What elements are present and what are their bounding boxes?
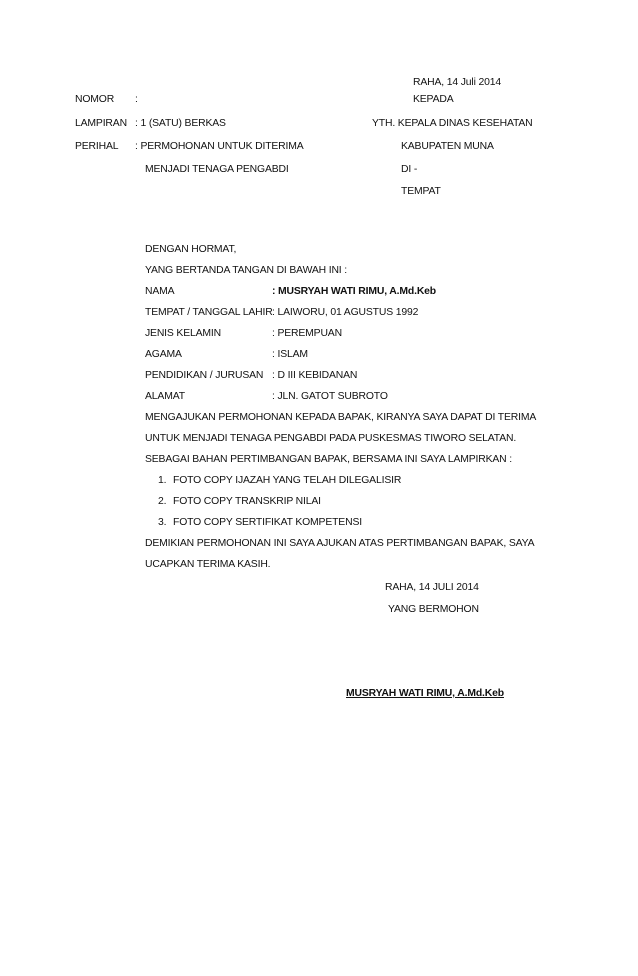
list-item-number: 2. bbox=[158, 496, 167, 507]
lampiran-label: LAMPIRAN bbox=[75, 118, 127, 129]
recipient-di: DI - bbox=[401, 164, 418, 175]
perihal-label: PERIHAL bbox=[75, 141, 119, 152]
lampiran-value: : 1 (SATU) BERKAS bbox=[135, 118, 226, 129]
intro-text: YANG BERTANDA TANGAN DI BAWAH INI : bbox=[145, 265, 348, 276]
request-line-1: MENGAJUKAN PERMOHONAN KEPADA BAPAK, KIRANYA SAYA DAPAT DI TERIMA bbox=[145, 412, 537, 423]
field-value-gender: : PEREMPUAN bbox=[272, 328, 342, 339]
field-label: AGAMA bbox=[145, 349, 182, 360]
field-label: JENIS KELAMIN bbox=[145, 328, 222, 339]
closing-line-2: UCAPKAN TERIMA KASIH. bbox=[145, 559, 271, 570]
perihal-value-line-1: : PERMOHONAN UNTUK DITERIMA bbox=[135, 141, 304, 152]
field-label: PENDIDIKAN / JURUSAN bbox=[145, 370, 264, 381]
attachments-intro: SEBAGAI BAHAN PERTIMBANGAN BAPAK, BERSAMA INI SAYA LAMPIRKAN : bbox=[145, 454, 512, 465]
signature-label: YANG BERMOHON bbox=[388, 604, 479, 615]
perihal-value-line-2: MENJADI TENAGA PENGABDI bbox=[145, 164, 289, 175]
list-item: FOTO COPY TRANSKRIP NILAI bbox=[173, 496, 321, 507]
nomor-label: NOMOR bbox=[75, 94, 115, 105]
list-item: FOTO COPY IJAZAH YANG TELAH DILEGALISIR bbox=[173, 475, 402, 486]
list-item-number: 1. bbox=[158, 475, 167, 486]
field-label: NAMA bbox=[145, 286, 175, 297]
field-value-birth: : LAIWORU, 01 AGUSTUS 1992 bbox=[272, 307, 419, 318]
nomor-value: : bbox=[135, 94, 138, 105]
field-value-religion: : ISLAM bbox=[272, 349, 308, 360]
field-value-education: : D III KEBIDANAN bbox=[272, 370, 358, 381]
field-label: TEMPAT / TANGGAL LAHIR bbox=[145, 307, 273, 318]
field-value-nama: : MUSRYAH WATI RIMU, A.Md.Keb bbox=[272, 286, 437, 297]
request-line-2: UNTUK MENJADI TENAGA PENGABDI PADA PUSKESMAS TIWORO SELATAN. bbox=[145, 433, 517, 444]
recipient-region: KABUPATEN MUNA bbox=[401, 141, 494, 152]
field-value-address: : JLN. GATOT SUBROTO bbox=[272, 391, 388, 402]
closing-line-1: DEMIKIAN PERMOHONAN INI SAYA AJUKAN ATAS PERTIMBANGAN BAPAK, SAYA bbox=[145, 538, 535, 549]
letter-date: RAHA, 14 Juli 2014 bbox=[413, 77, 501, 88]
signature-place-date: RAHA, 14 JULI 2014 bbox=[385, 582, 479, 593]
recipient-tempat: TEMPAT bbox=[401, 186, 441, 197]
list-item-number: 3. bbox=[158, 517, 167, 528]
recipient-kepada: KEPADA bbox=[413, 94, 454, 105]
field-label: ALAMAT bbox=[145, 391, 185, 402]
greeting: DENGAN HORMAT, bbox=[145, 244, 237, 255]
signature-name: MUSRYAH WATI RIMU, A.Md.Keb bbox=[346, 688, 504, 699]
list-item: FOTO COPY SERTIFIKAT KOMPETENSI bbox=[173, 517, 362, 528]
recipient-title: YTH. KEPALA DINAS KESEHATAN bbox=[372, 118, 533, 129]
